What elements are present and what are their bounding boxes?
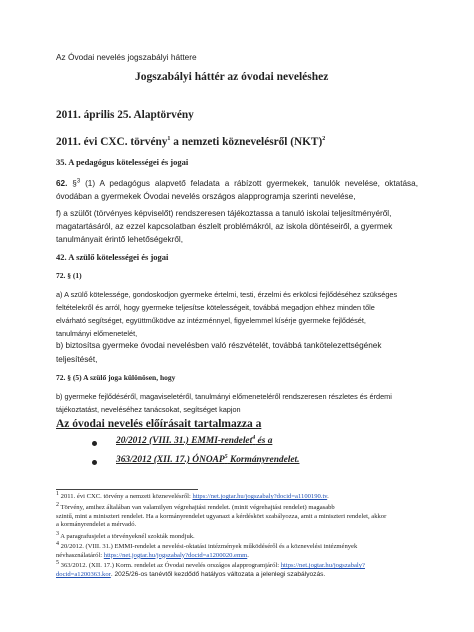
- footnote-5-line-1: [56, 559, 418, 571]
- heading-nkt-mid: a nemzeti köznevelésről (NKT): [170, 136, 323, 148]
- section-42-title: 42. A szülő kötelességei és jogai: [56, 252, 169, 262]
- footnote-4-mark: 4: [56, 540, 59, 547]
- a-item-line-2: feltételekről és arról, hogy gyermeke teljesítse kötelességeit, továbbá megadjon ehhez minden tőle: [56, 303, 375, 312]
- a-item-line-4: tanulmányi előmenetelét,: [56, 329, 138, 338]
- f-item-line-3: tanulmányait érintő lehetőségekről,: [56, 235, 183, 244]
- onoap-rendelet-text: 363/2012 (XII. 17.) ÓNOAP: [116, 455, 225, 465]
- footnote-1-link[interactable]: https://net.jogtar.hu/jogszabaly?docid=a1100190.tv: [192, 493, 328, 500]
- f-item-line-1: f) a szülőt (törvényes képviselőt) rendszeresen tájékoztassa a tanuló iskolai teljesítményéről,: [56, 209, 392, 218]
- emmi-tail: és a: [255, 436, 273, 446]
- footnote-4-tail: .: [247, 551, 249, 559]
- footnote-2-text-1: Törvény, amihez általában van valamilyen végrehajtási rendelet. (minit végrehajtási rendelet) magasabb: [59, 504, 335, 511]
- section-sign: §: [72, 179, 77, 188]
- footnote-1: [56, 490, 418, 502]
- footnote-2-line-1: [56, 501, 418, 513]
- bullet-dot-1: [92, 441, 97, 446]
- footnote-separator: [56, 489, 198, 490]
- footnote-ref-5[interactable]: 5: [224, 453, 228, 460]
- heading-nkt: [56, 136, 325, 148]
- section-62-number: 62.: [56, 179, 68, 188]
- section-62-line-2: óvodában a gyermekek Óvodai nevelés országos alapprogramja szerinti nevelése,: [56, 192, 356, 201]
- header-caption: Az Óvodai nevelés jogszabályi háttere: [56, 52, 197, 62]
- footnote-ref-1[interactable]: 1: [167, 136, 171, 143]
- footnote-1-text: 2011. évi CXC. törvény a nemzeti köznevelésről:: [59, 493, 193, 500]
- footnote-2-mark: 2: [56, 501, 59, 508]
- heading-nkt-pre: 2011. évi CXC. törvény: [56, 136, 168, 148]
- footnote-ref-3[interactable]: 3: [76, 178, 81, 185]
- footnote-5: [56, 559, 418, 579]
- footnote-4-text-1: 20/2012. (VIII. 31.) EMMI-rendelet a nevelési-oktatási intézmények működéséről és a köznevelési intézmények: [59, 543, 358, 550]
- footnote-4-line-2: [56, 552, 418, 561]
- bullet-item-onoap[interactable]: [116, 455, 299, 465]
- footnote-3-text: A paragrafusjelet a törvényeknél szokták mondjuk.: [59, 533, 195, 540]
- b2-item-line-2: tájékoztatást, neveléséhez tanácsokat, segítséget kapjon: [56, 405, 241, 414]
- footnote-5-line-2: [56, 571, 418, 580]
- b-item-line-2: teljesítését,: [56, 355, 98, 364]
- b2-item-line-1: b) gyermeke fejlődéséről, magaviseletéről, tanulmányi előmeneteléről rendszeresen részletes és érdemi: [56, 392, 392, 401]
- a-item-line-1: a) A szülő kötelessége, gondoskodjon gyermeke értelmi, testi, érzelmi és erkölcsi fejlődéséhez szükséges: [56, 290, 398, 299]
- footnote-1-tail: .: [327, 493, 329, 500]
- heading-alaptorveny: 2011. április 25. Alaptörvény: [56, 109, 194, 121]
- footnote-1-mark: 1: [56, 490, 59, 497]
- footnote-5-tail: . 2025/26-os tanévtől kezdődő hatályos változata a jelenlegi szabályozás.: [110, 570, 326, 578]
- footnote-ref-2[interactable]: 2: [322, 136, 326, 143]
- onoap-tail: Kormányrendelet.: [227, 455, 300, 465]
- footnote-4-text-2: névhasználatáról:: [56, 551, 104, 559]
- footnote-4-link[interactable]: https://net.jogtar.hu/jogszabaly?docid=a1200020.emm: [103, 551, 248, 559]
- section-62-text: (1) A pedagógus alapvető feladata a rábízott gyermekek, tanulók nevelése, oktatása,: [80, 179, 418, 188]
- section-35-title: 35. A pedagógus kötelességei és jogai: [56, 157, 189, 167]
- footnote-5-link-part-2[interactable]: docid=a1200363.kor: [56, 570, 111, 578]
- footnote-2: [56, 501, 418, 530]
- content-heading: Az óvodai nevelés előírásait tartalmazza a: [56, 418, 262, 430]
- paragraph-72-5: 72. § (5) A szülő joga különösen, hogy: [56, 373, 176, 382]
- footnote-5-link-part-1[interactable]: https://net.jogtar.hu/jogszabaly?: [280, 562, 365, 569]
- footnote-ref-4[interactable]: 4: [252, 434, 256, 441]
- bullet-dot-2: [92, 460, 97, 465]
- footnote-3: [56, 530, 418, 542]
- b-item-line-1: b) biztosítsa gyermeke óvodai nevelésben való részvételét, továbbá tankötelezettségének: [56, 341, 382, 350]
- footnote-2-line-2: szintű, mint a miniszteri rendelet. Ha a kormányrendelet ugyanazt a kérdéskört szabályozza, amit a miniszteri rendelet, akkor: [56, 512, 387, 520]
- paragraph-72-1: 72. § (1): [56, 271, 82, 280]
- footnote-2-line-3: a kormányrendelet a mérvadó.: [56, 521, 137, 529]
- footnote-4-line-1: [56, 540, 418, 552]
- document-title: Jogszabályi háttér az óvodai neveléshez: [135, 71, 329, 83]
- section-62-line-1: [56, 179, 418, 188]
- footnote-3-mark: 3: [56, 530, 59, 537]
- f-item-line-2: magatartásáról, az ezzel kapcsolatban észlelt problémákról, az iskola döntéseiről, a gyermek: [56, 222, 393, 231]
- a-item-line-3: elvárható segítséget, együttműködve az intézménnyel, figyelemmel kísérje gyermeke fejlődését,: [56, 316, 366, 325]
- bullet-item-emmi[interactable]: [116, 436, 272, 446]
- footnote-5-mark: 5: [56, 559, 59, 566]
- emmi-rendelet-text: 20/2012 (VIII. 31.) EMMI-rendelet: [116, 436, 253, 446]
- footnote-4: [56, 540, 418, 560]
- footnote-5-text-1: 363/2012. (XII. 17.) Korm. rendelet az Óvodai nevelés országos alapprogramjáról:: [59, 562, 281, 569]
